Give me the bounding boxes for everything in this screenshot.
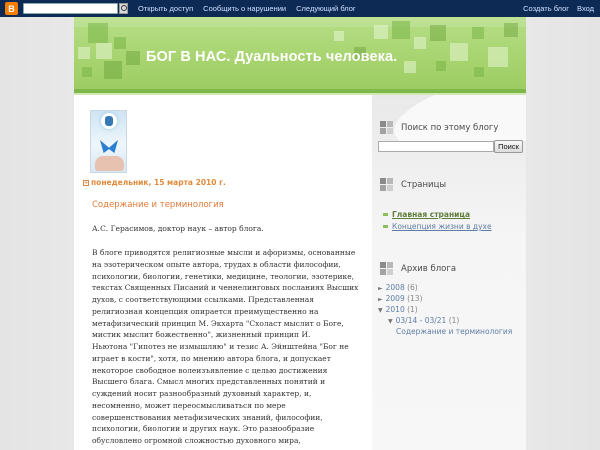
navbar-link-sign-in[interactable]: Вход: [577, 4, 594, 13]
collapse-triangle-icon[interactable]: ▼: [388, 318, 393, 325]
pages-widget-title: [380, 178, 446, 191]
search-widget-title: [380, 121, 498, 134]
post-body-line: некоторое свободное волеизъявление с целью достижения: [92, 365, 328, 375]
archive-widget-title: [380, 262, 456, 275]
archive-year-label[interactable]: 2008: [385, 283, 405, 292]
archive-year-label[interactable]: 2010: [385, 305, 405, 314]
sidebar-search-button[interactable]: Поиск: [494, 140, 523, 153]
page-link-concept-label: Концепция жизни в духе: [392, 222, 492, 231]
post-body-line: духов, с соответствующими ссылками. Представленная: [92, 295, 314, 304]
page-link-home[interactable]: [383, 210, 470, 219]
page-link-home-label: Главная страница: [392, 210, 471, 219]
archive-year-2008[interactable]: [378, 283, 418, 292]
search-widget-label: Поиск по этому блогу: [401, 122, 499, 133]
sidebar-search-input[interactable]: [378, 141, 494, 152]
post-body-line: метафизический принцип М. Экхарта "Схоласт мыслит о Боге,: [92, 318, 344, 328]
post-body-line: обусловлено огромной сложностью духовного мира,: [92, 436, 301, 445]
navbar-search-icon[interactable]: [119, 3, 128, 14]
widget-squares-icon: [380, 121, 393, 134]
expand-triangle-icon[interactable]: ►: [378, 285, 383, 292]
navbar-link-create-blog[interactable]: Создать блог: [523, 4, 570, 13]
post-body-line: несомненно, может переосмысливаться по мере: [92, 400, 286, 410]
date-icon: +: [84, 179, 89, 186]
archive-week-label[interactable]: 03/14 - 03/21: [395, 316, 447, 325]
post-date-text: понедельник, 15 марта 2010 г.: [91, 178, 226, 187]
archive-widget-label: Архив блога: [401, 263, 457, 274]
archive-count: (13): [407, 294, 423, 303]
archive-count: (1): [407, 305, 418, 314]
post-body-line: суждений носит разнообразный духовный характер, и,: [92, 389, 312, 398]
post-body-line: на эзотерическом опыте автора, трудах в области философии,: [92, 259, 341, 269]
post-body: [92, 247, 367, 447]
post-body-line: играет в кости", хотя, по мнению автора блога, и допускает: [92, 353, 331, 363]
bullet-icon: [383, 225, 388, 228]
post-body-line: В блоге приводятся религиозные мысли и афоризмы, основанные: [92, 248, 356, 257]
archive-count: (1): [448, 316, 460, 325]
archive-post-link[interactable]: [396, 327, 512, 336]
blogger-navbar: [0, 0, 600, 17]
navbar-link-report-abuse[interactable]: Сообщить о нарушении: [203, 4, 287, 13]
post-date: [83, 178, 226, 187]
archive-year-label[interactable]: 2009: [385, 294, 405, 303]
blog-header: [74, 17, 526, 93]
archive-week[interactable]: [388, 316, 459, 325]
collapse-triangle-icon[interactable]: ▼: [378, 307, 383, 314]
navbar-link-open-access[interactable]: Открыть доступ: [138, 4, 194, 13]
post-image[interactable]: [90, 110, 127, 173]
navbar-search-input[interactable]: [23, 3, 118, 14]
archive-year-2010[interactable]: [378, 305, 418, 314]
archive-count: (6): [407, 283, 418, 292]
post-title[interactable]: Содержание и терминология: [92, 200, 224, 210]
archive-post-label[interactable]: Содержание и терминология: [396, 327, 513, 336]
pages-widget-label: Страницы: [401, 179, 447, 190]
post-author: А.С. Герасимов, доктор наук – автор блога.: [92, 224, 264, 233]
expand-triangle-icon[interactable]: ►: [378, 296, 383, 303]
navbar-link-next-blog[interactable]: Следующий блог: [296, 4, 356, 13]
post-body-line: текстах Священных Писаний и ченнелинговых посланиях Высших: [92, 283, 359, 293]
main-column: [74, 95, 372, 450]
page-link-concept[interactable]: [383, 222, 492, 231]
bullet-icon: [383, 213, 388, 216]
blogger-logo-icon[interactable]: B: [5, 2, 18, 15]
post-body-line: совершенствования метафизических знаний, философии,: [92, 412, 323, 422]
post-body-line: психологии, биологии и других наук. Это разнообразие: [92, 424, 315, 434]
widget-squares-icon: [380, 178, 393, 191]
blog-title[interactable]: БОГ В НАС. Дуальность человека.: [146, 49, 398, 65]
post-body-line: Высшего блага. Смысл многих представленных понятий и: [92, 377, 326, 387]
archive-year-2009[interactable]: [378, 294, 423, 303]
post-body-line: Ньютона "Гипотез не измышляю" и тезис А. Эйнштейна "Бог не: [92, 342, 349, 351]
widget-squares-icon: [380, 262, 393, 275]
post-body-line: мистик мыслит божественно", жизненный принцип И.: [92, 330, 311, 340]
post-body-line: религиозная концепция опирается преимущественно на: [92, 306, 319, 316]
post-body-line: психологии, биологии, генетики, медицине, теологии, эзотерике,: [92, 271, 355, 281]
